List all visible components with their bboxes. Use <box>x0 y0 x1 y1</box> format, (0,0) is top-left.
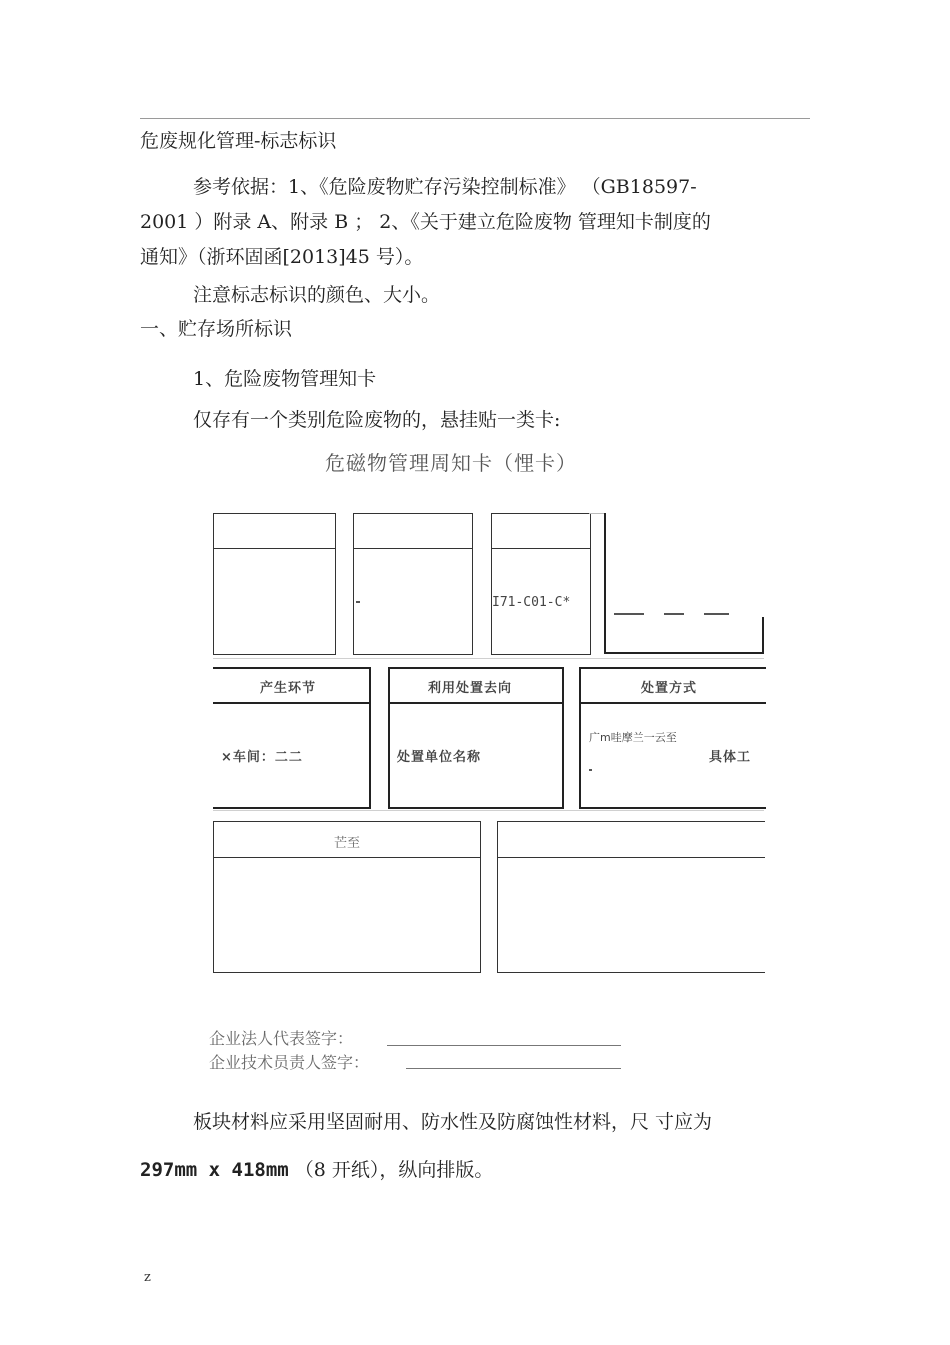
card-col-header-2: 利用处置去向 <box>428 681 513 696</box>
legal-signature-label: 企业法人代表签字： <box>209 1029 354 1048</box>
card-bottom-header: 芒至 <box>334 836 361 851</box>
card-waste-code: I71-C01-C* <box>492 595 571 610</box>
card-cell-3: 广m哇摩兰一云至 <box>589 731 677 744</box>
card-bottom-box-2 <box>497 821 765 973</box>
card-col-header-3: 处置方式 <box>641 681 698 696</box>
card-cell-2: 处置单位名称 <box>397 750 482 765</box>
material-size: 297mm x 418mm <box>140 1159 289 1181</box>
card-mid-box-2 <box>388 667 564 809</box>
card-top-box-2 <box>353 513 473 655</box>
material-line-2 <box>140 1153 493 1187</box>
card-title: 危磁物管理周知卡（悝卡） <box>325 451 577 475</box>
card-cell-1: ×车间：二二 <box>221 750 303 765</box>
reference-line-2: 2001 ）附录 A、附录 B ； 2、《关于建立危险废物 管理知卡制度的 <box>140 211 711 233</box>
card-top-box-1 <box>213 513 336 655</box>
card-col-header-1: 产生环节 <box>260 681 317 696</box>
subsection-description: 仅存有一个类别危险废物的，悬挂贴一类卡: <box>193 409 561 431</box>
legal-signature-line <box>387 1045 621 1046</box>
card-top-box-3 <box>491 513 591 655</box>
card-mid-box-1 <box>213 667 371 809</box>
card-bottom-box-1 <box>213 821 481 973</box>
tech-signature-line <box>406 1068 621 1069</box>
material-rest: （8 开纸），纵向排版。 <box>288 1159 494 1181</box>
material-line-1: 板块材料应采用坚固耐用、防水性及防腐蚀性材料，尺 寸应为 <box>193 1111 713 1133</box>
reference-line-1: 参考依据：1、《危险废物贮存污染控制标准》 （GB18597- <box>193 176 697 198</box>
reference-line-3: 通知》（浙环固函[2013]45 号）。 <box>140 246 424 268</box>
subsection-heading: 1、危险废物管理知卡 <box>193 368 377 390</box>
section-heading: 一、贮存场所标识 <box>140 318 293 340</box>
card-cell-4: 具体工 <box>709 750 752 765</box>
tech-signature-label: 企业技术员责人签字： <box>209 1053 370 1072</box>
header-rule <box>140 118 810 119</box>
footer-mark: z <box>144 1270 151 1285</box>
card-top-box-4 <box>604 513 764 654</box>
page-header-title: 危废规化管理-标志标识 <box>140 130 337 152</box>
card-mid-box-3 <box>579 667 766 809</box>
note-text: 注意标志标识的颜色、大小。 <box>193 284 441 306</box>
